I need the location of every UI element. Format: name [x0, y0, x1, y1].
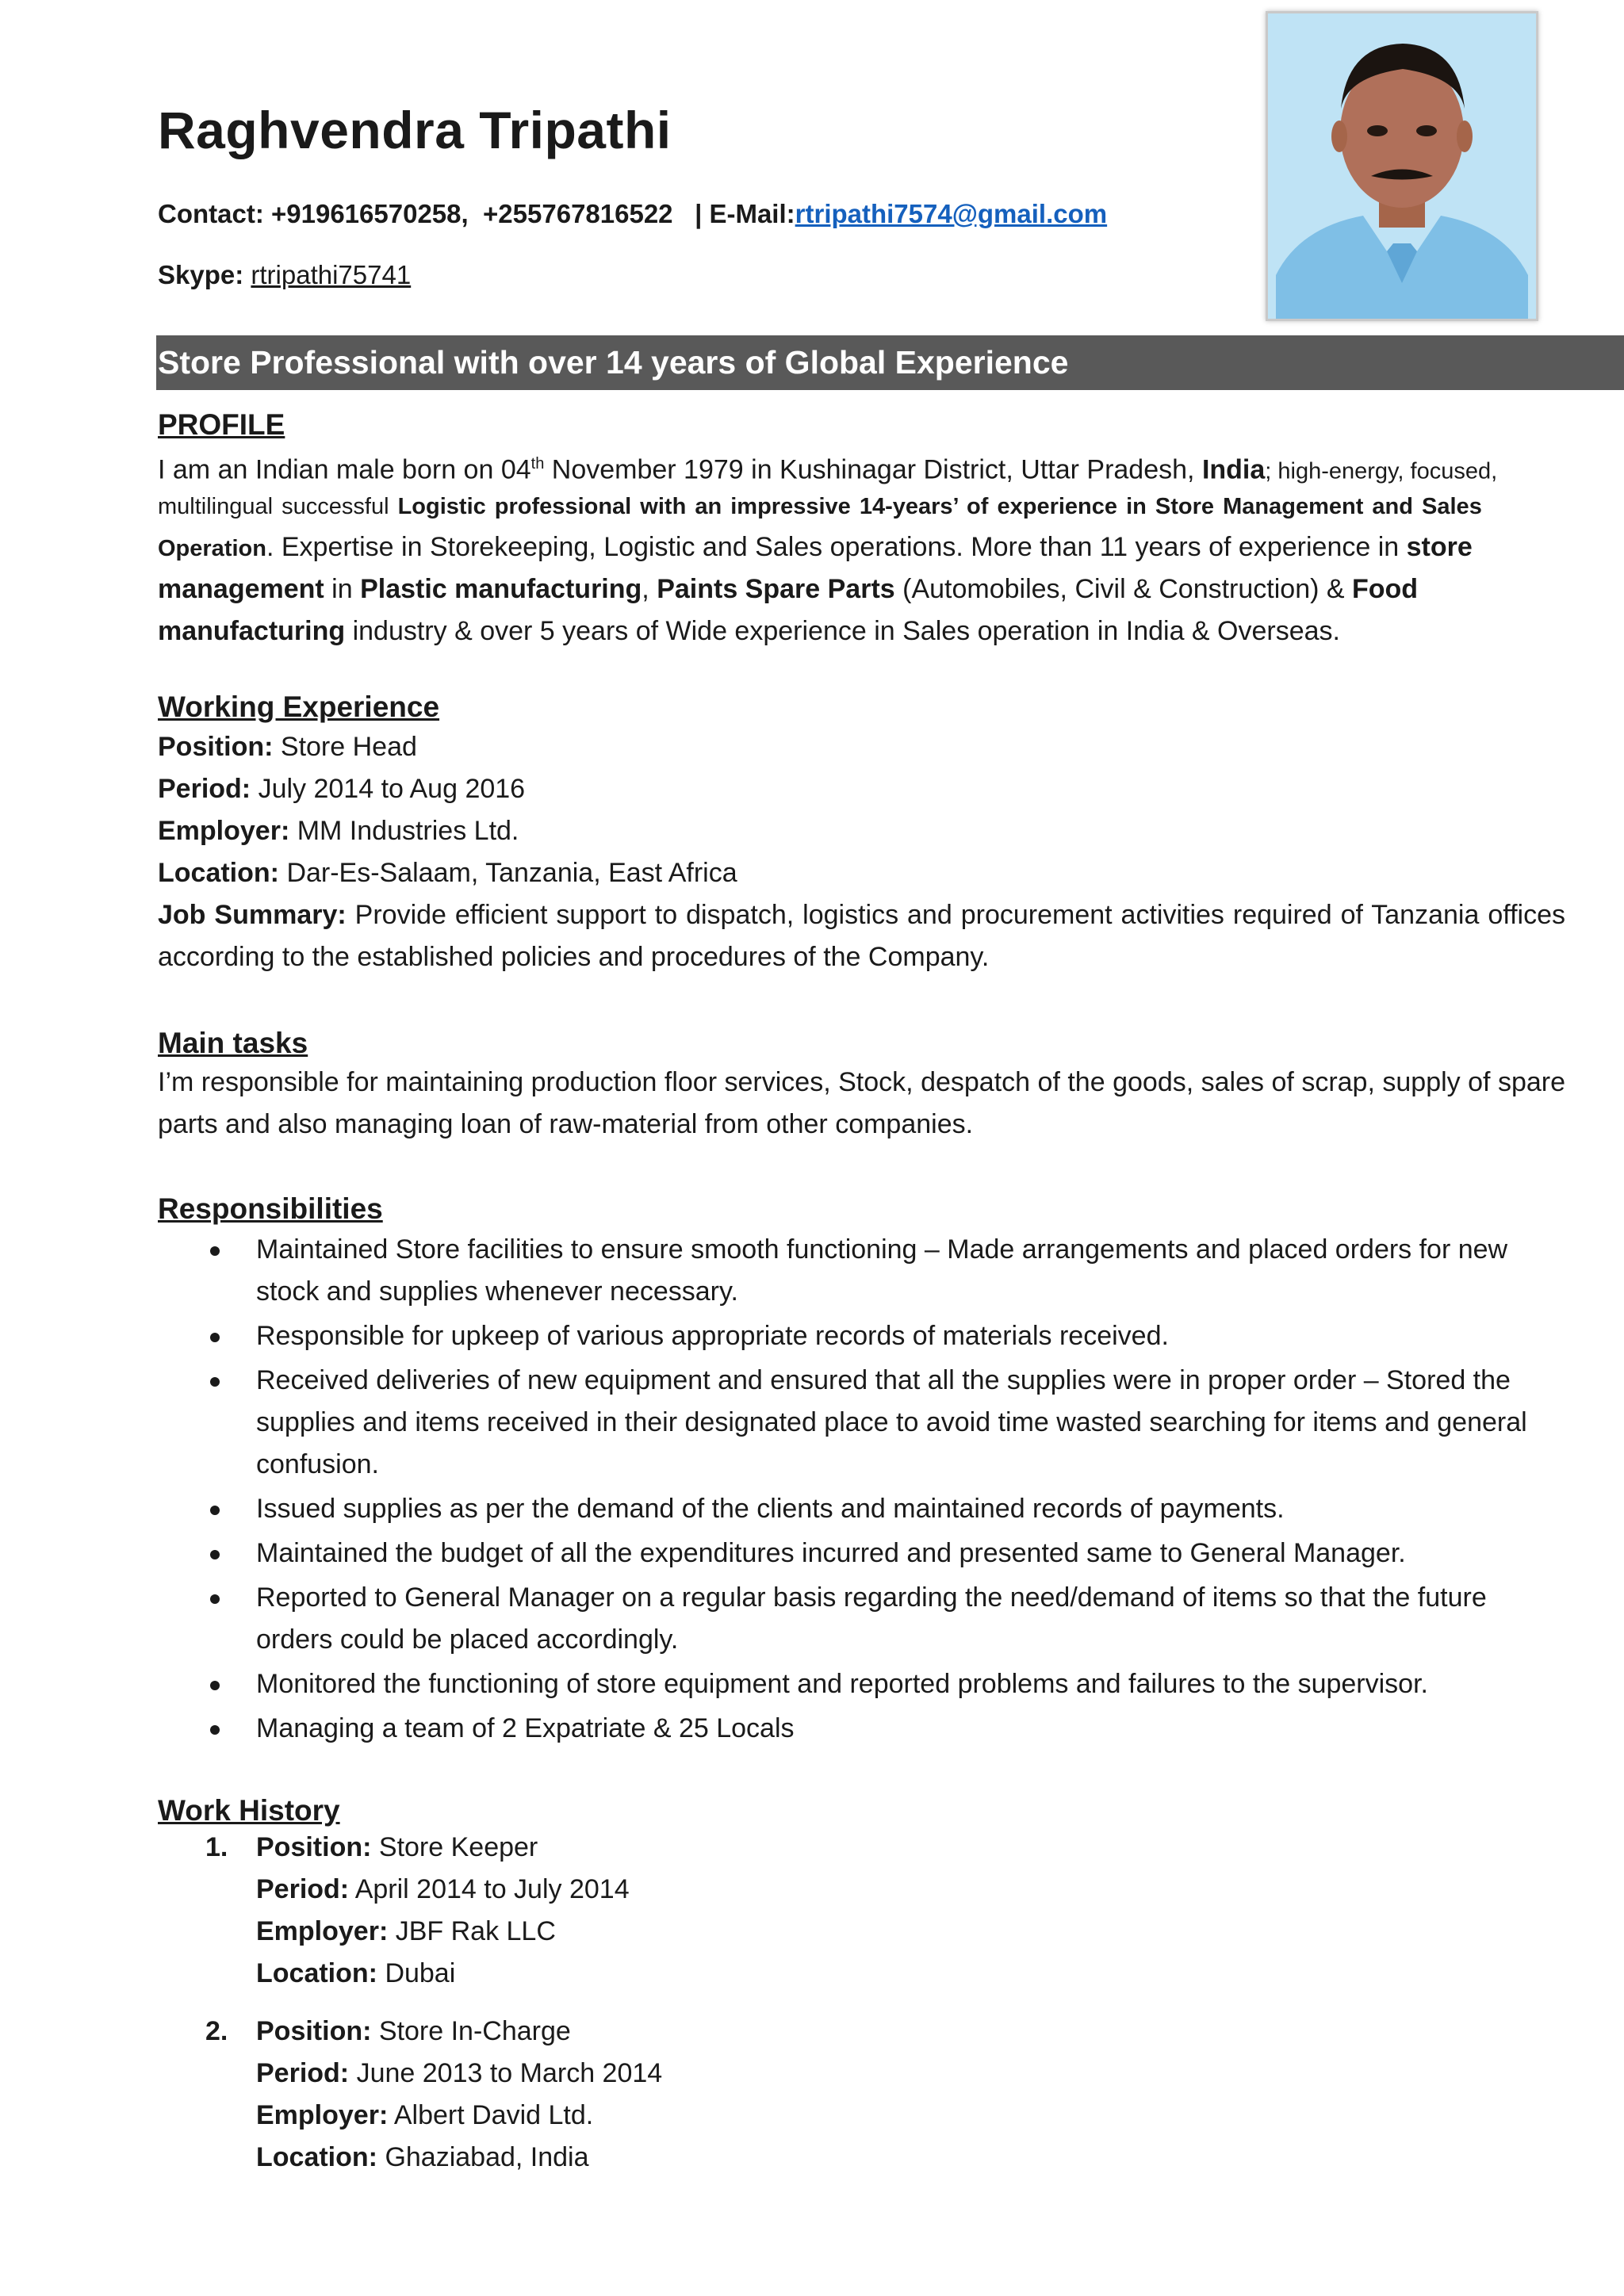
- location-row: [158, 852, 1565, 894]
- position-value: Store Head: [280, 732, 417, 762]
- bullet-icon: [210, 1550, 220, 1559]
- headline-banner: [156, 335, 1624, 390]
- list-item: [158, 1533, 1569, 1575]
- list-item: [158, 1708, 1569, 1750]
- period-row: [256, 1869, 1569, 1911]
- phone-secondary[interactable]: +255767816522: [483, 199, 673, 228]
- responsibilities-heading: Responsibilities: [158, 1192, 383, 1225]
- profile-text: ; high-energy, focused,: [1265, 458, 1498, 484]
- entry-number: 2.: [205, 2016, 228, 2046]
- employer-value: Albert David Ltd.: [393, 2100, 594, 2130]
- skype-id[interactable]: rtripathi75741: [251, 260, 412, 289]
- list-item: [158, 1577, 1569, 1661]
- profile-bold: Plastic manufacturing: [360, 574, 642, 604]
- list-item-text: Received deliveries of new equipment and ensured that all the supplies were in proper order – Stored the supplies and items received in their designated place to avoid time wasted searching for items and general confusion.: [256, 1365, 1527, 1479]
- position-row: [256, 2011, 1569, 2053]
- profile-bold: Operation: [158, 536, 266, 561]
- position-value: Store In-Charge: [378, 2016, 571, 2046]
- profile-line-2: [158, 486, 1482, 528]
- employer-label: Employer:: [256, 1916, 389, 1946]
- profile-line-4: [158, 568, 1418, 610]
- profile-line-5: [158, 610, 1340, 652]
- headline-text: Store Professional with over 14 years of Global Experience: [158, 344, 1069, 381]
- location-value: Dubai: [385, 1958, 456, 1988]
- location-value: Ghaziabad, India: [385, 2142, 589, 2172]
- skype-label: Skype:: [158, 260, 244, 289]
- employer-row: [158, 810, 1565, 852]
- profile-bold: Food: [1352, 574, 1419, 604]
- working-experience-heading: Working Experience: [158, 691, 440, 723]
- profile-photo: [1266, 11, 1538, 321]
- period-label: Period:: [256, 2058, 350, 2088]
- list-item: [158, 1488, 1569, 1530]
- employer-label: Employer:: [158, 816, 290, 846]
- location-label: Location:: [256, 2142, 377, 2172]
- position-value: Store Keeper: [378, 1832, 538, 1862]
- profile-superscript: th: [530, 455, 545, 473]
- email-label: | E-Mail:: [695, 199, 795, 228]
- list-item-text: Reported to General Manager on a regular basis regarding the need/demand of items so that the future orders could be placed accordingly.: [256, 1582, 1487, 1655]
- list-item: [158, 1315, 1569, 1357]
- bullet-icon: [210, 1506, 220, 1515]
- job-summary-label: Job Summary:: [158, 900, 347, 930]
- list-item: [158, 1360, 1569, 1486]
- profile-bold: India: [1201, 454, 1266, 485]
- profile-bold: manufacturing: [158, 616, 346, 646]
- main-tasks-heading: Main tasks: [158, 1027, 308, 1059]
- bullet-icon: [210, 1333, 220, 1342]
- bullet-icon: [210, 1377, 220, 1387]
- list-item-text: Monitored the functioning of store equipment and reported problems and failures to the supervisor.: [256, 1669, 1428, 1699]
- period-row: [256, 2053, 1569, 2095]
- work-history-entry: [158, 2011, 1569, 2179]
- profile-line-1: [158, 443, 1497, 492]
- profile-bold: Paints Spare Parts: [657, 574, 895, 604]
- employer-row: [256, 1911, 1569, 1953]
- contact-label: Contact:: [158, 199, 264, 228]
- working-experience-details: [158, 726, 1565, 978]
- period-label: Period:: [256, 1874, 350, 1904]
- job-summary-text: Provide efficient support to dispatch, logistics and procurement activities required of Tanzania offices according to the established policies and procedures of the Company.: [158, 900, 1565, 972]
- location-label: Location:: [158, 858, 279, 888]
- list-item: [158, 1229, 1569, 1313]
- list-item-text: Issued supplies as per the demand of the clients and maintained records of payments.: [256, 1494, 1285, 1524]
- position-label: Position:: [256, 2016, 372, 2046]
- bullet-icon: [210, 1681, 220, 1690]
- skype-line: [158, 260, 411, 290]
- profile-bold: management: [158, 574, 324, 604]
- person-portrait-icon: [1268, 13, 1536, 319]
- position-label: Position:: [158, 732, 274, 762]
- period-label: Period:: [158, 774, 251, 804]
- main-tasks-text: I’m responsible for maintaining production floor services, Stock, despatch of the goods, sales of scrap, supply of spare parts and also managing loan of raw-material from other companies.: [158, 1067, 1565, 1139]
- bullet-icon: [210, 1246, 220, 1256]
- profile-text: . Expertise in Storekeeping, Logistic and Sales operations. More than 11 years of experience in: [266, 532, 1407, 562]
- list-item-text: Managing a team of 2 Expatriate & 25 Locals: [256, 1713, 795, 1743]
- profile-text: industry & over 5 years of Wide experience in Sales operation in India & Overseas.: [345, 616, 1340, 646]
- bullet-icon: [210, 1725, 220, 1735]
- location-label: Location:: [256, 1958, 377, 1988]
- job-summary: [158, 894, 1565, 978]
- location-row: [256, 1953, 1569, 1995]
- profile-text: (Automobiles, Civil & Construction) &: [894, 574, 1352, 604]
- email-link[interactable]: rtripathi7574@gmail.com: [795, 199, 1108, 228]
- profile-bold: Logistic professional with an impressive 14-years’ of experience in Store Management and Sales: [397, 494, 1482, 519]
- entry-number: 1.: [205, 1832, 228, 1862]
- profile-line-3: [158, 526, 1473, 570]
- work-history-entry: [158, 1827, 1569, 1995]
- phone-primary[interactable]: +919616570258,: [271, 199, 469, 228]
- profile-text: November 1979 in Kushinagar District, Uttar Pradesh,: [544, 454, 1202, 485]
- resume-name: Raghvendra Tripathi: [158, 101, 672, 159]
- list-item-text: Maintained Store facilities to ensure smooth functioning – Made arrangements and placed orders for new stock and supplies whenever necessary.: [256, 1234, 1508, 1307]
- bullet-icon: [210, 1594, 220, 1604]
- list-item: [158, 1663, 1569, 1705]
- position-label: Position:: [256, 1832, 372, 1862]
- location-row: [256, 2137, 1569, 2179]
- employer-value: MM Industries Ltd.: [297, 816, 519, 846]
- period-value: April 2014 to July 2014: [354, 1874, 630, 1904]
- work-history-list: [158, 1827, 1569, 2195]
- employer-value: JBF Rak LLC: [395, 1916, 556, 1946]
- period-value: July 2014 to Aug 2016: [258, 774, 526, 804]
- profile-text: I am an Indian male born on 04: [158, 454, 531, 485]
- profile-text: in: [324, 574, 361, 604]
- list-item-text: Responsible for upkeep of various appropriate records of materials received.: [256, 1321, 1169, 1351]
- profile-paragraph: [158, 443, 1565, 657]
- work-history-heading: Work History: [158, 1794, 340, 1827]
- profile-heading: PROFILE: [158, 408, 285, 441]
- profile-bold: store: [1406, 532, 1473, 562]
- period-row: [158, 768, 1565, 810]
- employer-row: [256, 2095, 1569, 2137]
- contact-line: [158, 199, 1107, 229]
- location-value: Dar-Es-Salaam, Tanzania, East Africa: [286, 858, 737, 888]
- employer-label: Employer:: [256, 2100, 389, 2130]
- period-value: June 2013 to March 2014: [356, 2058, 663, 2088]
- position-row: [256, 1827, 1569, 1869]
- position-row: [158, 726, 1565, 768]
- list-item-text: Maintained the budget of all the expenditures incurred and presented same to General Manager.: [256, 1538, 1406, 1568]
- profile-text: ,: [642, 574, 657, 604]
- responsibilities-list: [158, 1229, 1569, 1752]
- profile-text: multilingual successful: [158, 494, 398, 519]
